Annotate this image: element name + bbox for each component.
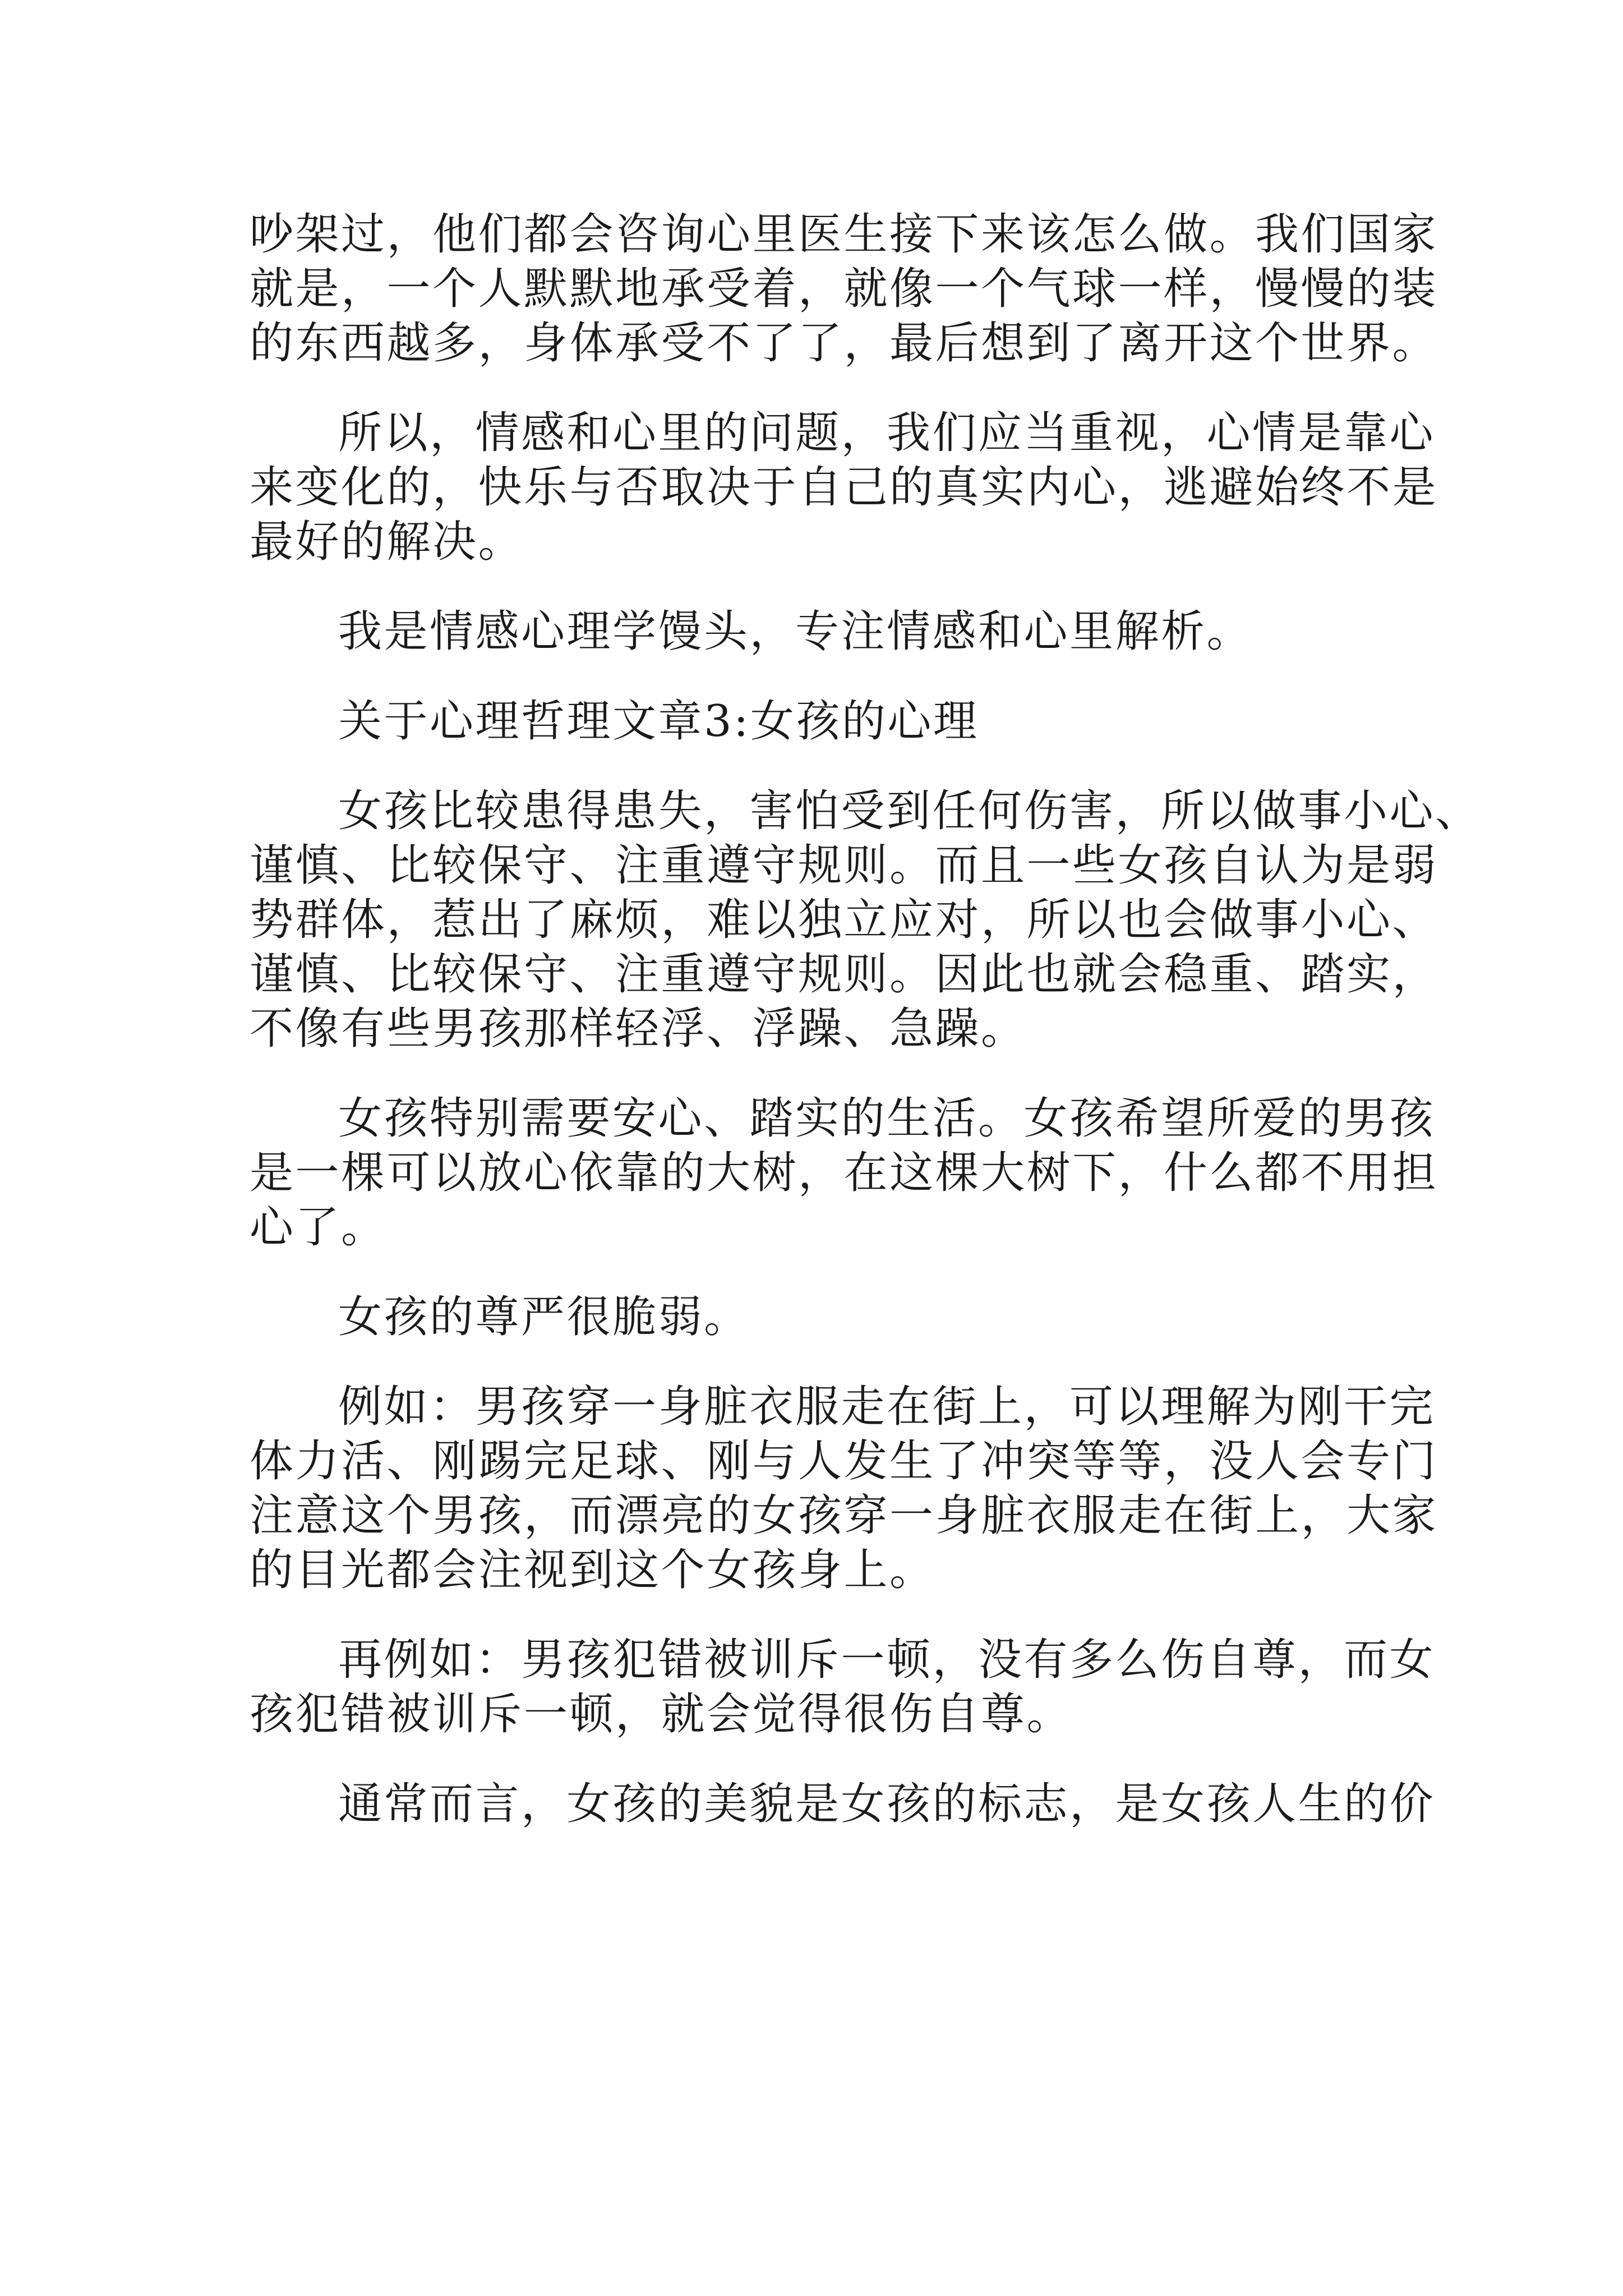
paragraph-3: [250, 605, 1388, 659]
heading-line: 关于心理哲理文章3:女孩的心理: [338, 696, 979, 747]
paragraph-2: [250, 406, 1438, 569]
text-line: 的东西越多，身体承受不了了，最后想到了离开这个世界。: [250, 318, 1438, 369]
paragraph-9: [250, 1633, 1436, 1742]
paragraph-6: [250, 1092, 1438, 1255]
section-heading: [250, 694, 1388, 749]
text-line: 再例如：男孩犯错被训斥一顿，没有多么伤自尊，而女: [338, 1635, 1436, 1685]
text-line: 女孩的尊严很脆弱。: [338, 1292, 750, 1342]
text-line: 注意这个男孩，而漂亮的女孩穿一身脏衣服走在街上，大家: [250, 1490, 1438, 1541]
paragraph-5: [250, 784, 1481, 1056]
text-line: 就是，一个人默默地承受着，就像一个气球一样，慢慢的装: [250, 264, 1438, 314]
paragraph-10: [250, 1777, 1436, 1832]
text-line: 女孩比较患得患失，害怕受到任何伤害，所以做事小心、: [338, 786, 1481, 836]
paragraph-8: [250, 1380, 1438, 1598]
text-line: 我是情感心理学馒头，专注情感和心里解析。: [338, 606, 1253, 657]
text-line: 来变化的，快乐与否取决于自己的真实内心，逃避始终不是: [250, 462, 1438, 513]
text-line: 孩犯错被训斥一顿，就会觉得很伤自尊。: [250, 1689, 1073, 1740]
text-line: 势群体，惹出了麻烦，难以独立应对，所以也会做事小心、: [250, 895, 1438, 945]
paragraph-7: [250, 1290, 1388, 1345]
document-page: [250, 208, 1481, 1867]
text-line: 谨慎、比较保守、注重遵守规则。而且一些女孩自认为是弱: [250, 840, 1438, 891]
text-line: 不像有些男孩那样轻浮、浮躁、急躁。: [250, 1004, 1027, 1054]
paragraph-1: [250, 208, 1438, 371]
text-line: 心了。: [250, 1202, 387, 1253]
text-line: 女孩特别需要安心、踏实的生活。女孩希望所爱的男孩: [338, 1093, 1436, 1144]
text-line: 吵架过，他们都会咨询心里医生接下来该怎么做。我们国家: [250, 209, 1438, 260]
text-line: 谨慎、比较保守、注重遵守规则。因此也就会稳重、踏实，: [250, 949, 1438, 1000]
text-line: 体力活、刚踢完足球、刚与人发生了冲突等等，没人会专门: [250, 1436, 1438, 1487]
text-line: 所以，情感和心里的问题，我们应当重视，心情是靠心: [338, 408, 1436, 458]
text-line: 是一棵可以放心依靠的大树，在这棵大树下，什么都不用担: [250, 1148, 1438, 1198]
text-line: 的目光都会注视到这个女孩身上。: [250, 1545, 935, 1595]
text-line: 例如：男孩穿一身脏衣服走在街上，可以理解为刚干完: [338, 1382, 1436, 1432]
text-line: 最好的解决。: [250, 517, 524, 567]
text-line: 通常而言，女孩的美貌是女孩的标志，是女孩人生的价: [338, 1779, 1436, 1829]
